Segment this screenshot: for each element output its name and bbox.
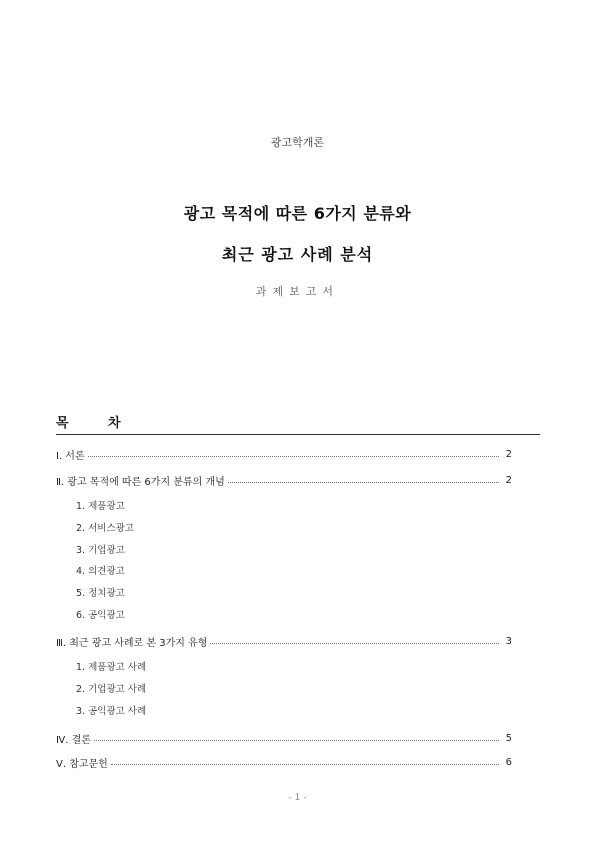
toc-heading-right: 차 <box>108 416 121 431</box>
toc-entry-label: Ⅲ. 최근 광고 사례로 본 3가지 유형 <box>56 637 208 649</box>
toc-subitem: 1. 제품광고 사례 <box>76 662 147 673</box>
toc-entry-classification <box>56 473 512 487</box>
report-title-line-2: 최근 광고 사례 분석 <box>221 245 374 264</box>
toc-entry-references <box>56 755 512 769</box>
toc-entry-page: 2 <box>505 474 512 486</box>
toc-leader-dots <box>228 482 499 483</box>
toc-entry-conclusion <box>56 731 512 745</box>
toc-entry-label: Ⅳ. 결론 <box>56 734 91 746</box>
toc-entry-case-studies <box>56 634 512 648</box>
toc-entry-page: 3 <box>505 635 512 647</box>
toc-subitem: 1. 제품광고 <box>76 501 125 512</box>
toc-subitem: 2. 기업광고 사례 <box>76 684 147 695</box>
report-title-line-1: 광고 목적에 따른 6가지 분류와 <box>183 204 412 223</box>
toc-entry-label: Ⅴ. 참고문헌 <box>56 758 108 770</box>
toc-entry-page: 6 <box>505 756 512 768</box>
toc-divider <box>56 434 540 435</box>
report-subtitle: 과제보고서 <box>255 285 340 298</box>
toc-entry-label: Ⅰ. 서론 <box>56 450 85 462</box>
page-number: - 1 - <box>288 793 307 803</box>
toc-entry-page: 5 <box>505 732 512 744</box>
toc-leader-dots <box>94 740 499 741</box>
toc-entry-page: 2 <box>505 448 512 460</box>
course-name: 광고학개론 <box>270 136 325 149</box>
toc-leader-dots <box>111 764 499 765</box>
toc-subitem: 6. 공익광고 <box>76 610 125 621</box>
toc-entry-intro <box>56 447 512 461</box>
toc-subitem: 3. 기업광고 <box>76 545 125 556</box>
toc-subitem: 5. 정치광고 <box>76 588 125 599</box>
toc-heading <box>56 412 121 431</box>
toc-leader-dots <box>88 456 499 457</box>
toc-leader-dots <box>210 643 499 644</box>
toc-entry-label: Ⅱ. 광고 목적에 따른 6가지 분류의 개념 <box>56 476 225 488</box>
toc-subitem: 3. 공익광고 사례 <box>76 706 147 717</box>
toc-subitem: 2. 서비스광고 <box>76 523 134 534</box>
toc-subitem: 4. 의견광고 <box>76 566 125 577</box>
toc-heading-left: 목 <box>56 416 69 431</box>
